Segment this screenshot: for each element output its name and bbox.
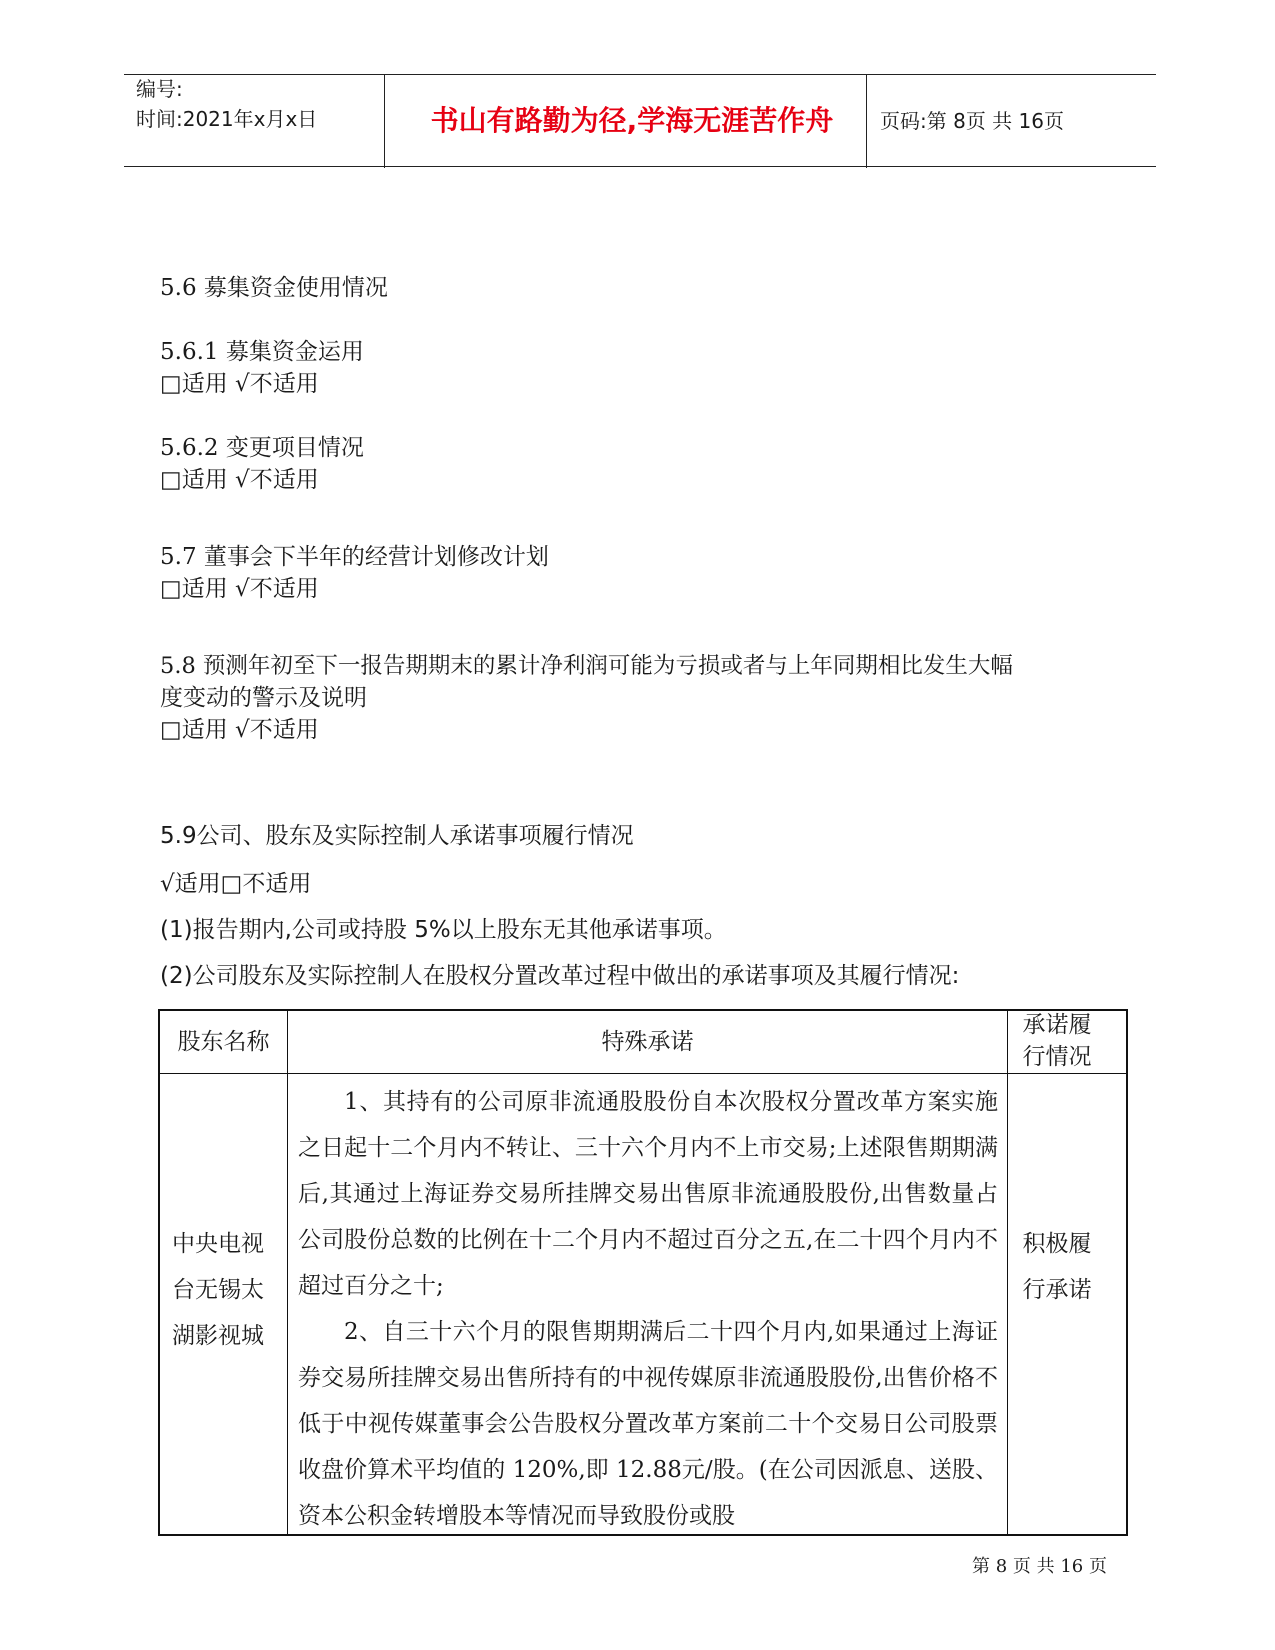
- section-5-8-choice: □适用 √不适用: [160, 717, 319, 743]
- section-5-6-title: 5.6 募集资金使用情况: [160, 275, 388, 301]
- footer-page-number: 第 8 页 共 16 页: [972, 1556, 1107, 1577]
- section-5-9-title: 5.9公司、股东及实际控制人承诺事项履行情况: [160, 823, 634, 849]
- header-bottom-rule: [124, 166, 1156, 167]
- section-5-6-2-choice: □适用 √不适用: [160, 467, 319, 493]
- header-code-label: 编号:: [136, 77, 183, 101]
- table-header-status: 承诺履行情况: [1022, 1012, 1092, 1070]
- table-cell-shareholder: 中央电视台无锡太湖影视城: [172, 1231, 264, 1349]
- header-divider-left: [384, 75, 385, 168]
- section-5-6-2-title: 5.6.2 变更项目情况: [160, 435, 364, 461]
- header-page-label: 页码:第 8页 共 16页: [880, 109, 1064, 133]
- section-5-7-title: 5.7 董事会下半年的经营计划修改计划: [160, 544, 549, 570]
- table-cell-status: 积极履行承诺: [1022, 1231, 1092, 1303]
- table-header-commitment: 特殊承诺: [601, 1029, 694, 1055]
- table-header-divider: [160, 1073, 1126, 1074]
- commitment-item-1: 1、其持有的公司原非流通股股份自本次股权分置改革方案实施之日起十二个月内不转让、三十六个月内不上市交易;上述限售期期满后,其通过上海证券交易所挂牌交易出售原非流通股股份,出售数量占公司股份总数的比例在十二个月内不超过百分之五,在二十四个月内不超过百分之十;: [298, 1089, 998, 1299]
- section-5-6-1-title: 5.6.1 募集资金运用: [160, 339, 364, 365]
- header-motto: 书山有路勤为径,学海无涯苦作舟: [430, 104, 834, 137]
- section-5-9-choice: √适用□不适用: [160, 871, 312, 897]
- table-cell-commitment: [298, 1079, 998, 1539]
- table-col-divider-2: [1007, 1011, 1008, 1534]
- section-5-8-title-line1: 5.8 预测年初至下一报告期期末的累计净利润可能为亏损或者与上年同期相比发生大幅: [160, 653, 1013, 679]
- section-5-7-choice: □适用 √不适用: [160, 576, 319, 602]
- commitments-table: [158, 1009, 1128, 1536]
- table-header-shareholder: 股东名称: [177, 1029, 270, 1055]
- table-col-divider-1: [287, 1011, 288, 1534]
- commitment-item-2: 2、自三十六个月的限售期期满后二十四个月内,如果通过上海证券交易所挂牌交易出售所持有的中视传媒原非流通股股份,出售价格不低于中视传媒董事会公告股权分置改革方案前二十个交易日公司股票收盘价算术平均值的 120%,即 12.88元/股。(在公司因派息、送股、资本公积金转增股本等情况而导致股份或股: [298, 1319, 998, 1529]
- section-5-9-item-1: (1)报告期内,公司或持股 5%以上股东无其他承诺事项。: [160, 917, 727, 943]
- section-5-8-title-line2: 度变动的警示及说明: [160, 685, 367, 711]
- header-date-label: 时间:2021年x月x日: [136, 107, 318, 131]
- header-top-rule: [124, 74, 1156, 75]
- section-5-6-1-choice: □适用 √不适用: [160, 371, 319, 397]
- section-5-9-item-2: (2)公司股东及实际控制人在股权分置改革过程中做出的承诺事项及其履行情况:: [160, 963, 960, 989]
